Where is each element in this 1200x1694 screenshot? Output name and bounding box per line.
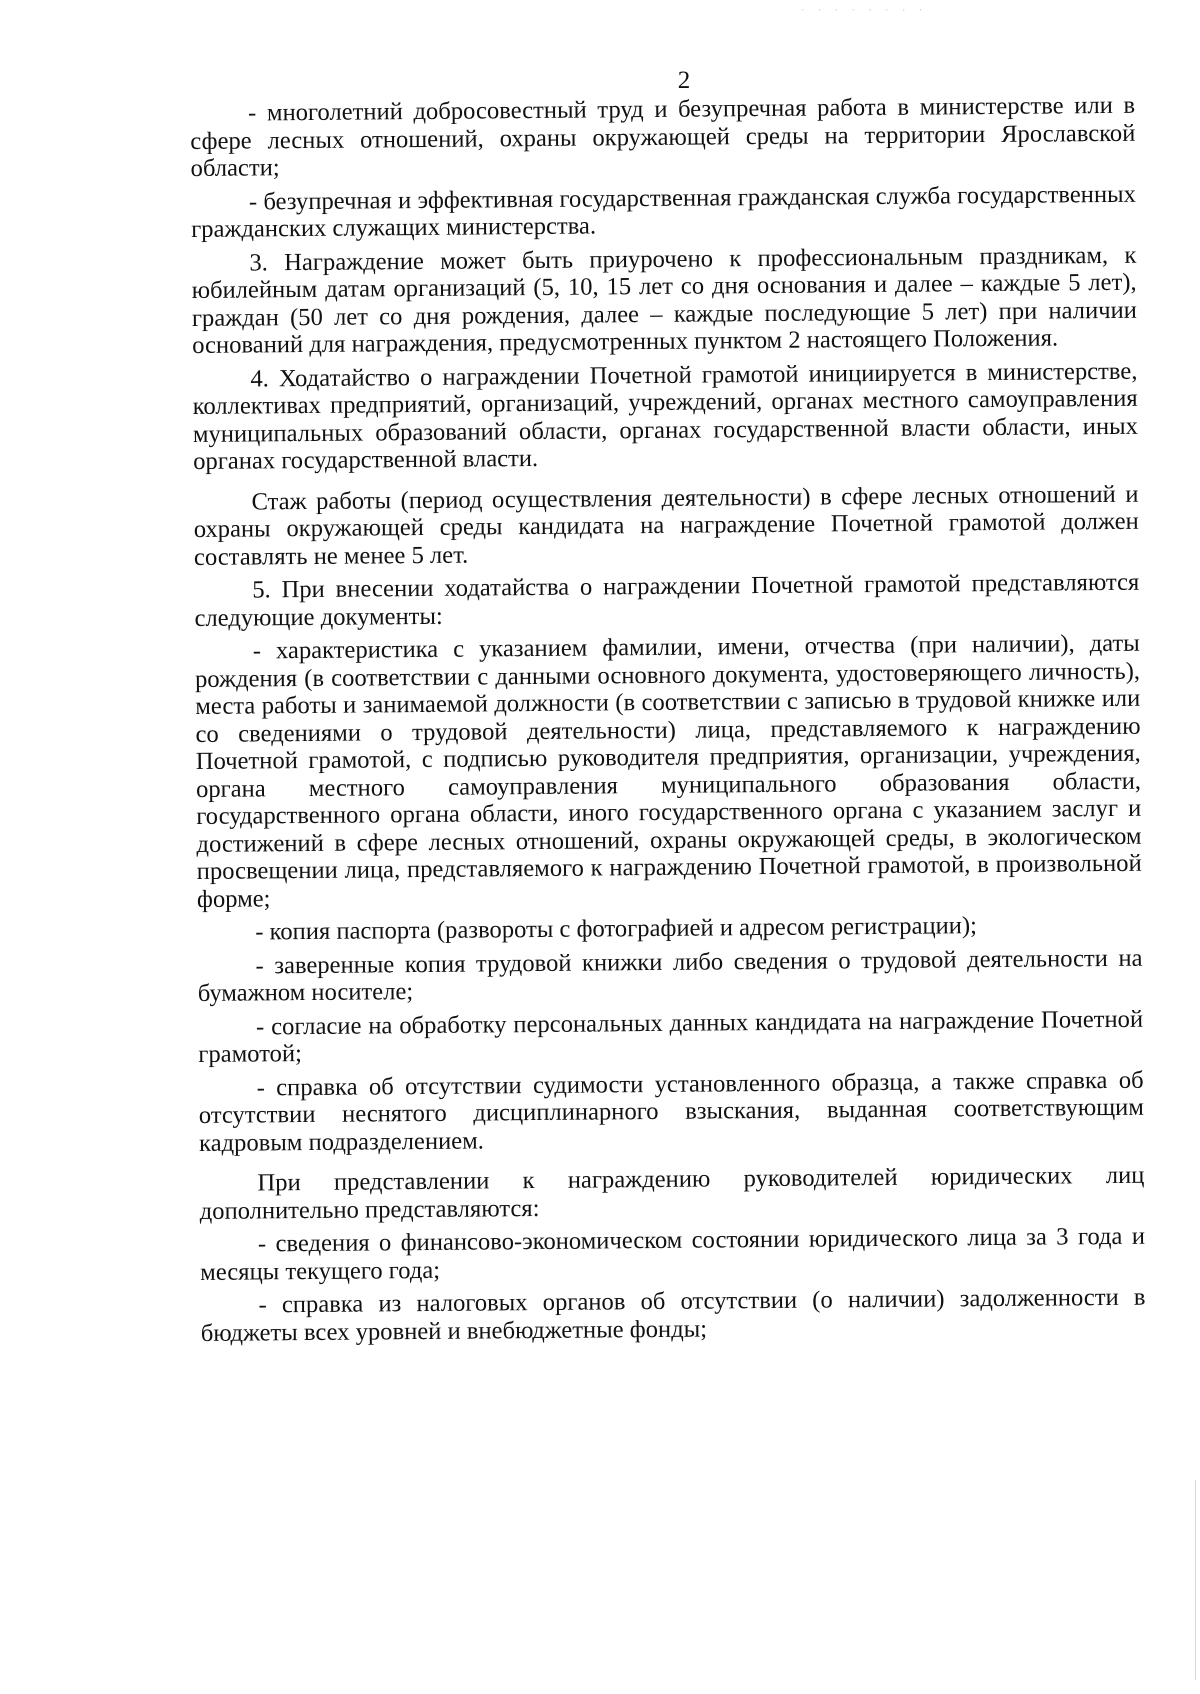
- paragraph-9: - заверенные копия трудовой книжки либо сведения о трудовой деятельности на бумажном носителе;: [197, 944, 1143, 1007]
- document-body: [190, 92, 1146, 1347]
- paragraph-5: Стаж работы (период осуществления деятельности) в сфере лесных отношений и охраны окружающей среды кандидата на награждение Почетной грамотой должен составлять не менее 5 лет.: [193, 480, 1139, 571]
- paragraph-13: - сведения о финансово-экономическом состоянии юридического лица за 3 года и месяцы текущего года;: [200, 1222, 1146, 1286]
- scan-edge-line: [1195, 1480, 1196, 1680]
- paragraph-11: - справка об отсутствии судимости установленного образца, а также справка об отсутствии неснятого дисциплинарного взыскания, выданная соответствующим кадровым подразделением.: [198, 1066, 1144, 1157]
- scan-artifact: · · · · · · · ·: [800, 6, 927, 16]
- paragraph-3: 3. Награждение может быть приурочено к профессиональным праздникам, к юбилейным датам организаций (5, 10, 15 лет со дня основания и далее – каждые 5 лет), граждан (50 лет со дня рождения, далее – каждые последующие 5 лет) при наличии оснований для награждения, предусмотренных пунктом 2 настоящего Положения.: [191, 241, 1137, 359]
- page-number: 2: [677, 67, 691, 94]
- paragraph-6: 5. При внесении ходатайства о награждении Почетной грамотой представляются следующие документы:: [194, 568, 1140, 632]
- paragraph-2: - безупречная и эффективная государственная гражданская служба государственных гражданских служащих министерства.: [191, 180, 1136, 243]
- paragraph-10: - согласие на обработку персональных данных кандидата на награждение Почетной грамотой;: [198, 1005, 1144, 1068]
- paragraph-1: - многолетний добросовестный труд и безупречная работа в министерстве или в сфере лесных отношений, охраны окружающей среды на территории Ярославской области;: [190, 91, 1136, 182]
- paragraph-14: - справка из налоговых органов об отсутствии (о наличии) задолженности в бюджеты всех уровней и внебюджетные фонды;: [200, 1283, 1146, 1347]
- paragraph-7: - характеристика с указанием фамилии, имени, отчества (при наличии), даты рождения (в соответствии с данными основного документа, удостоверяющего личность), места работы и занимаемой должности (в соответствии с записью в трудовой книжке или со сведениями о трудовой деятельности) лица, представляемого к награждению Почетной грамотой, с подписью руководителя предприятия, организации, учреждения, органа местного самоуправления муниципального образования области, государственного органа области, иного государственного органа с указанием заслуг и достижений в сфере лесных отношений, охраны окружающей среды, в экологическом просвещении лица, представляемого к награждению Почетной грамотой, в произвольной форме;: [194, 629, 1142, 913]
- paragraph-4: 4. Ходатайство о награждении Почетной грамотой инициируется в министерстве, коллективах предприятий, организаций, учреждений, органах местного самоуправления муниципальных образований области, органах государственной власти области, иных органах государственной власти.: [192, 357, 1138, 475]
- paragraph-8: - копия паспорта (развороты с фотографией и адресом регистрации);: [255, 912, 978, 946]
- paragraph-12: При представлении к награждению руководителей юридических лиц дополнительно представляются:: [199, 1161, 1145, 1225]
